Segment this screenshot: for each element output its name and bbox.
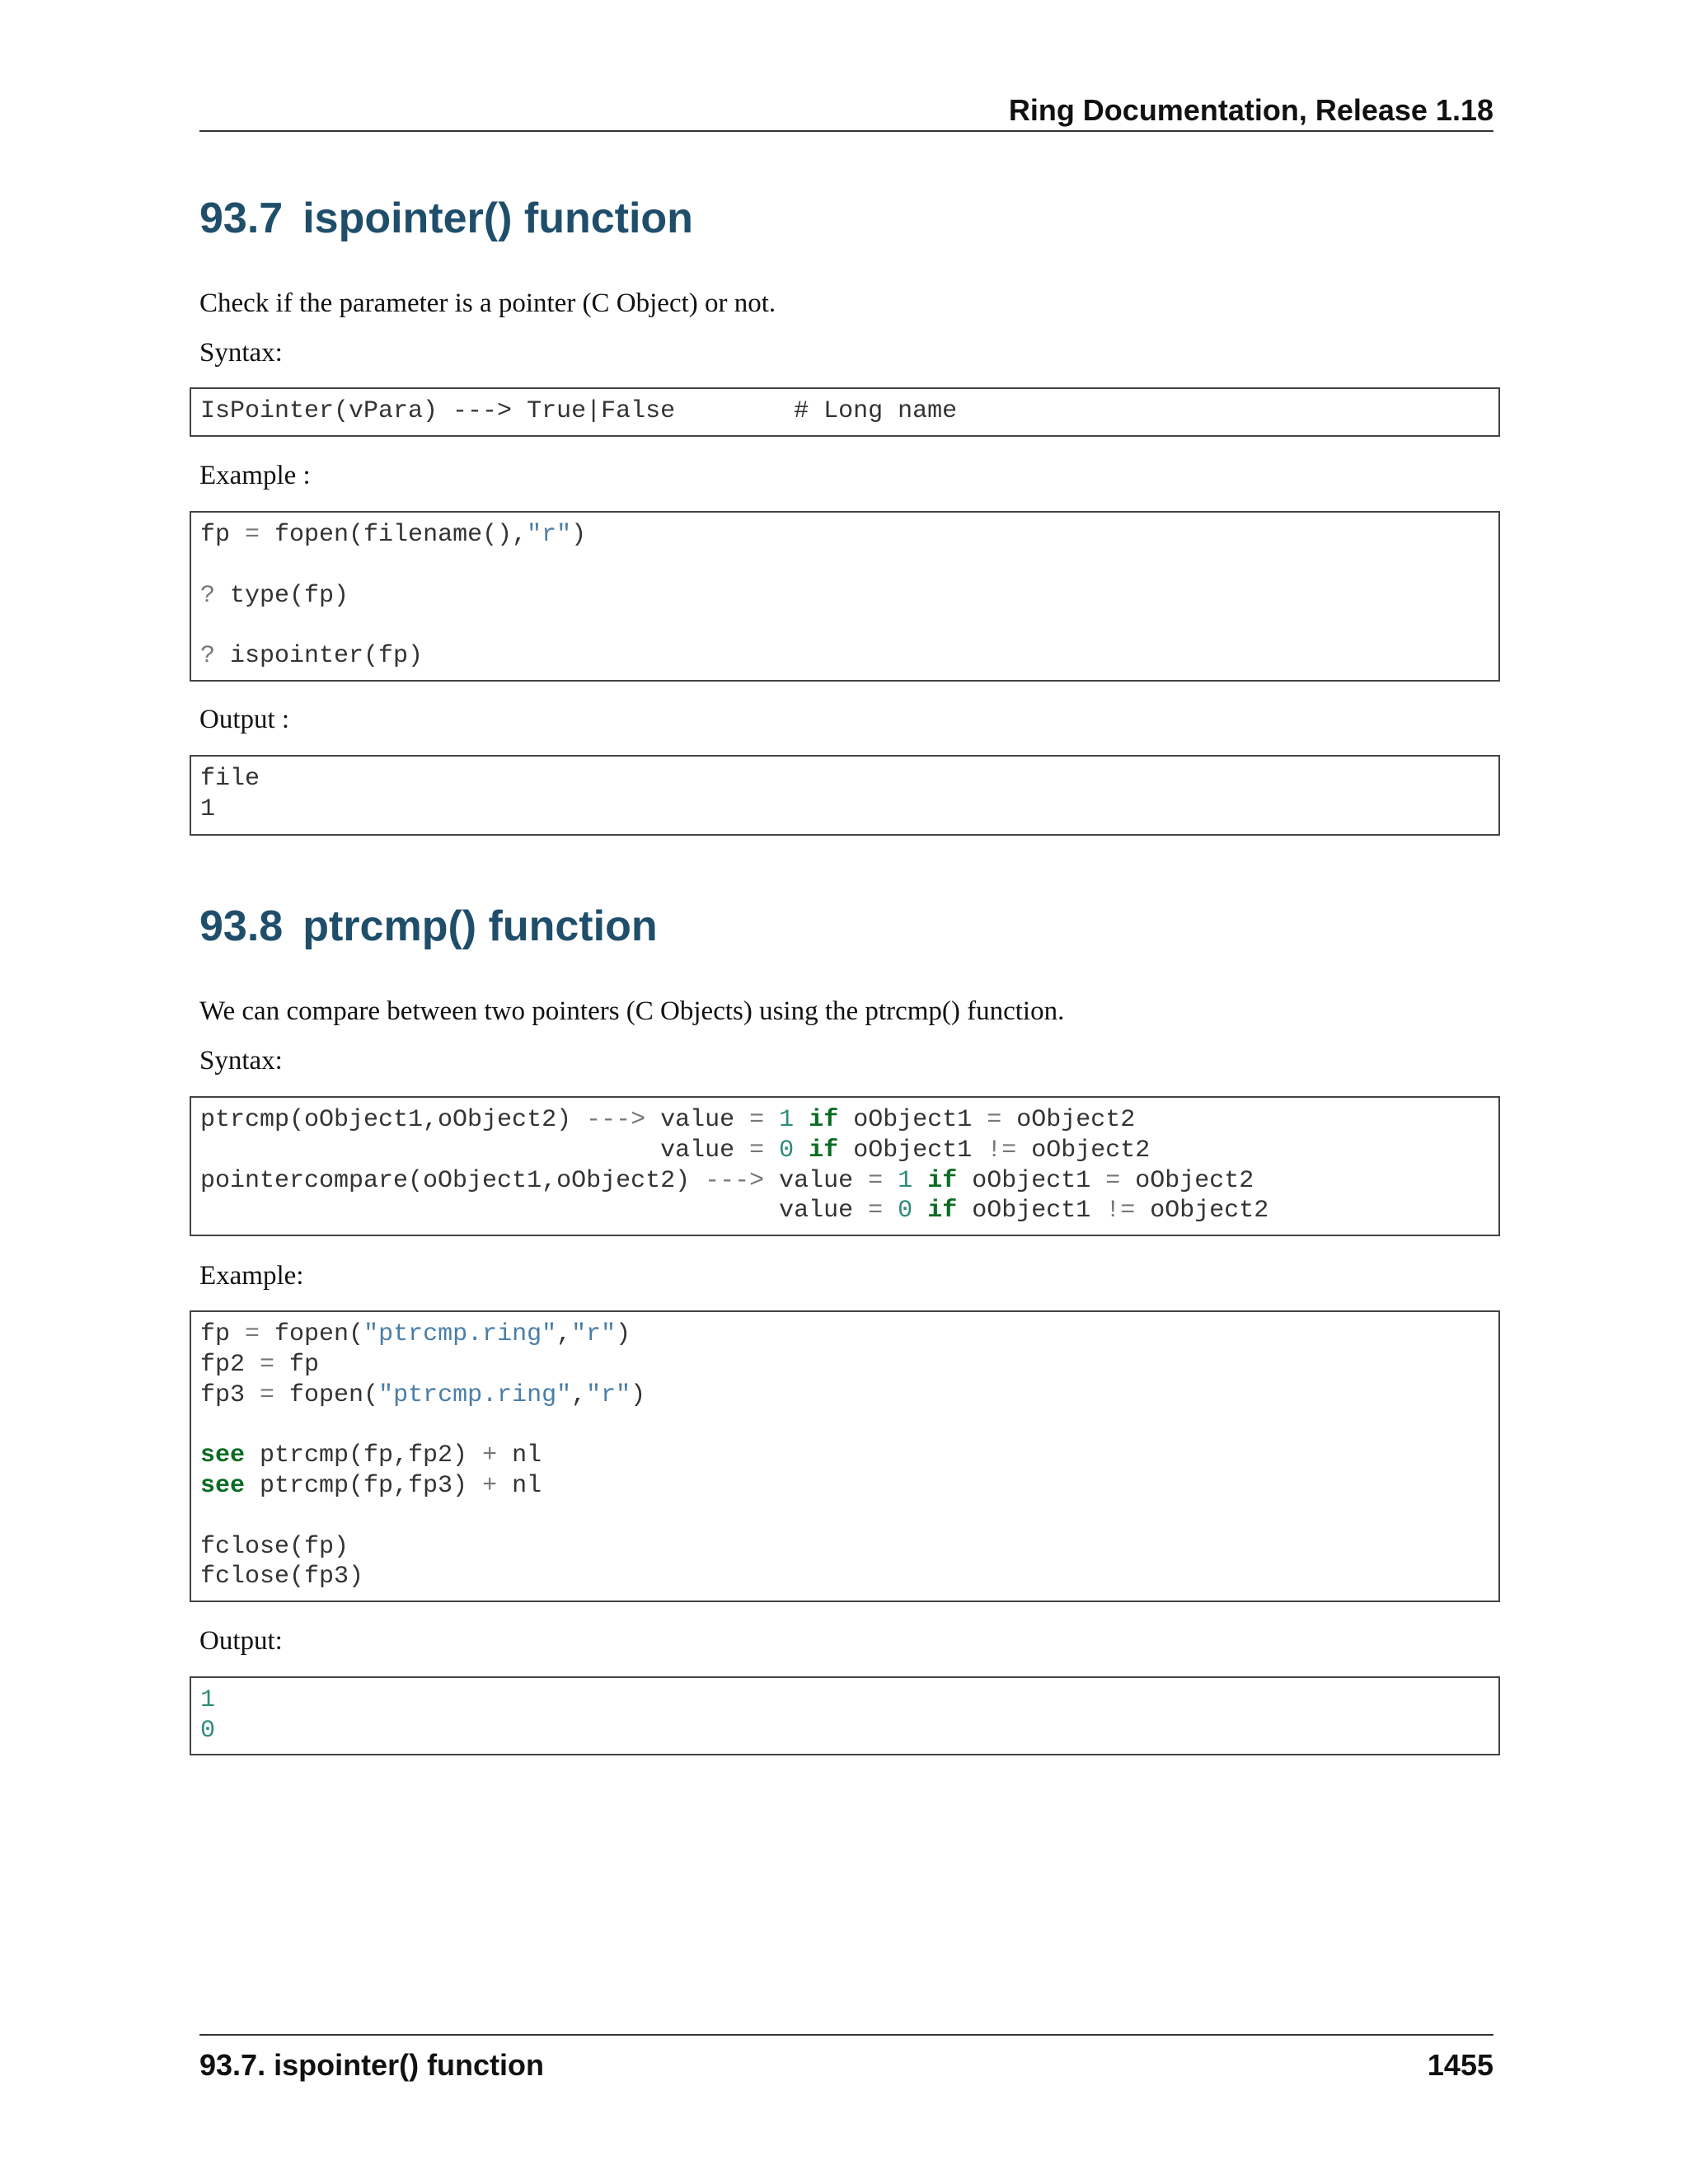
section-title-text: ispointer() function <box>302 194 693 242</box>
code-line <box>200 551 1490 581</box>
code-operator: != <box>987 1136 1017 1165</box>
code-text: fp <box>200 1320 246 1348</box>
code-line <box>200 1380 1490 1411</box>
syntax-code-block <box>190 387 1500 437</box>
code-line <box>200 611 1490 641</box>
code-text: type(fp) <box>215 581 349 610</box>
syntax-label: Syntax: <box>199 1046 283 1076</box>
code-text: fopen(filename(), <box>260 521 528 549</box>
code-operator: = <box>245 1320 260 1348</box>
code-text: value <box>645 1106 750 1134</box>
code-keyword: if <box>927 1166 958 1195</box>
output-code-block <box>190 1676 1500 1755</box>
code-operator: ---> <box>705 1166 765 1195</box>
code-operator: = <box>868 1197 884 1226</box>
code-line <box>200 1532 1490 1563</box>
section-title-text: ptrcmp() function <box>302 902 658 950</box>
code-line <box>200 1471 1490 1502</box>
section-heading-ispointer <box>199 192 693 245</box>
code-line <box>200 1502 1490 1532</box>
code-text <box>764 1137 779 1165</box>
code-text: nl <box>497 1471 542 1500</box>
code-text: oObject2 <box>1120 1166 1254 1195</box>
code-text <box>883 1167 898 1195</box>
code-string: "ptrcmp.ring" <box>378 1380 572 1409</box>
section-number: 93.8 <box>199 902 284 950</box>
code-text: fp <box>200 521 246 549</box>
code-text: 1 <box>200 794 216 823</box>
code-text: oObject1 <box>957 1197 1106 1226</box>
code-text: , <box>571 1380 587 1409</box>
code-line <box>200 1350 1490 1380</box>
code-line <box>200 581 1490 612</box>
code-text: oObject2 <box>1001 1106 1136 1134</box>
output-code-block <box>190 755 1500 836</box>
code-text: fp <box>274 1350 320 1379</box>
code-text <box>912 1167 927 1195</box>
code-text: nl <box>497 1441 542 1470</box>
code-line <box>200 1166 1490 1197</box>
code-operator: ? <box>200 642 216 671</box>
code-text: ptrcmp(fp,fp3) <box>245 1471 483 1500</box>
code-line <box>200 1562 1490 1592</box>
section-description: Check if the parameter is a pointer (C Object) or not. <box>199 288 776 318</box>
output-label: Output: <box>199 1626 283 1656</box>
code-text: pointercompare(oObject1,oObject2) <box>200 1166 706 1195</box>
code-text: oObject2 <box>1135 1197 1269 1226</box>
code-text: ispointer(fp) <box>215 642 424 671</box>
code-operator: = <box>749 1106 765 1134</box>
code-line <box>200 1441 1490 1471</box>
code-line <box>200 1410 1490 1441</box>
code-keyword: if <box>809 1106 839 1134</box>
code-number: 1 <box>898 1166 913 1195</box>
code-text: oObject2 <box>1016 1136 1151 1165</box>
code-operator: = <box>1105 1166 1121 1195</box>
example-code-block <box>190 1310 1500 1602</box>
code-text: fp3 <box>200 1380 260 1409</box>
code-keyword: if <box>809 1136 839 1165</box>
code-text <box>794 1137 809 1165</box>
code-text: value <box>200 1136 750 1165</box>
code-text <box>794 1106 809 1134</box>
example-label: Example : <box>199 461 311 490</box>
code-line <box>200 764 1490 794</box>
code-number: 0 <box>898 1197 913 1226</box>
code-operator: = <box>260 1350 275 1379</box>
example-label: Example: <box>199 1261 304 1291</box>
code-text: file <box>200 765 260 793</box>
code-string: "r" <box>586 1380 631 1409</box>
code-line <box>200 396 1490 427</box>
code-text: fclose(fp3) <box>200 1563 364 1591</box>
header-title: Ring Documentation, Release 1.18 <box>1008 93 1493 127</box>
syntax-label: Syntax: <box>199 338 283 368</box>
code-operator: ? <box>200 581 216 610</box>
code-string: "r" <box>527 521 572 549</box>
code-string: "r" <box>571 1320 617 1348</box>
code-text: fclose(fp) <box>200 1532 349 1561</box>
code-number: 1 <box>779 1106 795 1134</box>
code-line <box>200 1105 1490 1136</box>
code-keyword: if <box>927 1197 958 1226</box>
code-text <box>912 1197 927 1225</box>
code-operator: + <box>482 1441 498 1470</box>
code-number: 0 <box>779 1136 795 1165</box>
code-line <box>200 1136 1490 1166</box>
syntax-code-block <box>190 1096 1500 1236</box>
code-text: ptrcmp(oObject1,oObject2) <box>200 1106 587 1134</box>
code-string: "ptrcmp.ring" <box>363 1320 557 1348</box>
code-text: , <box>556 1320 572 1348</box>
code-text <box>764 1106 779 1134</box>
code-line <box>200 1716 1490 1746</box>
code-text: ) <box>616 1320 631 1348</box>
code-number: 1 <box>200 1686 216 1714</box>
code-text: ptrcmp(fp,fp2) <box>245 1441 483 1470</box>
code-number: 0 <box>200 1716 216 1745</box>
section-heading-ptrcmp <box>199 900 658 953</box>
footer-section-ref: 93.7. ispointer() function <box>199 2048 545 2082</box>
code-text: IsPointer(vPara) ---> True|False # Long name <box>200 397 958 425</box>
code-operator: = <box>868 1166 884 1195</box>
code-line <box>200 1196 1490 1226</box>
code-text: ) <box>571 521 587 549</box>
code-text: oObject1 <box>838 1136 987 1165</box>
code-operator: + <box>482 1471 498 1500</box>
code-operator: != <box>1105 1197 1136 1226</box>
code-text: fp2 <box>200 1350 260 1379</box>
code-text: value <box>200 1197 869 1226</box>
code-text <box>883 1197 898 1225</box>
code-keyword: see <box>200 1441 246 1470</box>
code-text: oObject1 <box>957 1166 1106 1195</box>
code-text: value <box>764 1166 869 1195</box>
code-line <box>200 520 1490 551</box>
code-text: fopen( <box>260 1320 364 1348</box>
code-line <box>200 794 1490 825</box>
running-footer <box>199 2034 1493 2087</box>
code-operator: = <box>245 521 260 549</box>
code-text: fopen( <box>274 1380 379 1409</box>
code-line <box>200 1319 1490 1350</box>
code-line <box>200 641 1490 672</box>
section-number: 93.7 <box>199 194 284 242</box>
code-keyword: see <box>200 1471 246 1500</box>
example-code-block <box>190 511 1500 682</box>
section-description: We can compare between two pointers (C Objects) using the ptrcmp() function. <box>199 996 1065 1026</box>
code-operator: = <box>260 1380 275 1409</box>
code-line <box>200 1685 1490 1716</box>
code-operator: = <box>987 1106 1002 1134</box>
code-text: oObject1 <box>838 1106 987 1134</box>
code-operator: ---> <box>586 1106 646 1134</box>
code-operator: = <box>749 1136 765 1165</box>
footer-page-number: 1455 <box>1427 2048 1493 2082</box>
running-header <box>199 91 1493 132</box>
code-text: ) <box>631 1380 646 1409</box>
output-label: Output : <box>199 705 290 734</box>
